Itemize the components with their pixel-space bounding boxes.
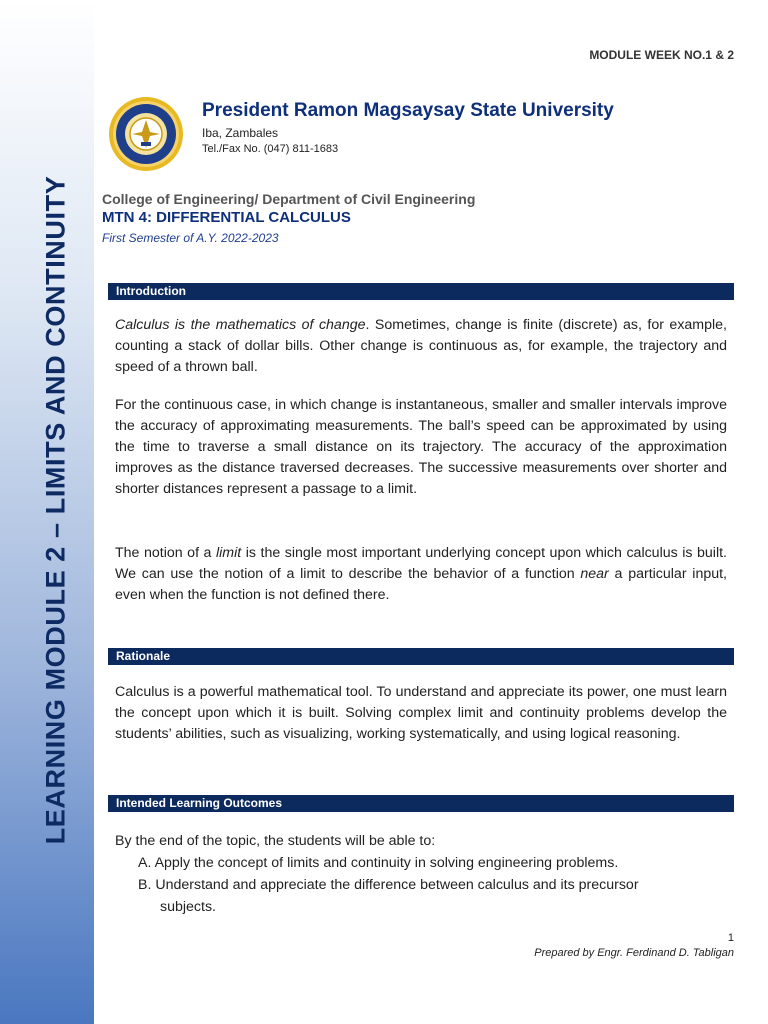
sidebar <box>0 0 94 1024</box>
intro-p3-a: The notion of a <box>115 545 216 561</box>
intro-p3-b: is the single most important underlying concept upon which calculus is built. We can use the notion of a limit to describe the behavior of a function <box>115 545 727 582</box>
intro-p3-limit: limit <box>215 545 242 561</box>
outcome-item-b: B. Understand and appreciate the difference between calculus and its precursor <box>138 877 639 893</box>
module-week-label: MODULE WEEK NO.1 & 2 <box>589 48 734 62</box>
intro-paragraph-1 <box>115 315 727 378</box>
college-label: College of Engineering/ Department of Civil Engineering <box>102 191 476 207</box>
sidebar-title: LEARNING MODULE 2 – LIMITS AND CONTINUITY <box>40 175 71 845</box>
outcomes-intro: By the end of the topic, the students will be able to: <box>115 833 436 849</box>
outcomes-heading: Intended Learning Outcomes <box>108 795 734 812</box>
intro-p1-rest: . Sometimes, change is finite (discrete) as, for example, counting a stack of dollar bills. Other change is continuous as, for example, the trajectory and speed of a thrown ball. <box>115 317 727 375</box>
rationale-paragraph: Calculus is a powerful mathematical tool. To understand and appreciate its power, one must learn the concept upon which it is built. Solving complex limit and continuity problems develop the students’ abilities, such as visualizing, working systematically, and using logical reasoning. <box>115 684 727 742</box>
intro-p3-c: a particular input, even when the function is not defined there. <box>115 566 727 603</box>
page-number: 1 <box>727 932 734 944</box>
prepared-by: Prepared by Engr. Ferdinand D. Tabligan <box>534 947 734 959</box>
intro-paragraph-2: For the continuous case, in which change is instantaneous, smaller and smaller intervals improve the accuracy of approximating measurements. The ball’s speed can be approximated by using the time to traverse a small distance on its trajectory. The accuracy of the approximation improves as the distance traversed decreases. The successive measurements over shorter and shorter distances represent a passage to a limit. <box>115 397 727 497</box>
university-address: Iba, Zambales <box>202 126 279 140</box>
intro-p1-italic: Calculus is the mathematics of change <box>115 317 366 333</box>
semester-label: First Semester of A.Y. 2022-2023 <box>102 231 279 245</box>
university-seal-icon <box>108 96 184 172</box>
intro-p3-near: near <box>580 566 609 582</box>
course-title: MTN 4: DIFFERENTIAL CALCULUS <box>102 209 351 226</box>
intro-paragraph-3 <box>115 543 727 606</box>
university-name: President Ramon Magsaysay State University <box>202 100 614 121</box>
university-telfax: Tel./Fax No. (047) 811-1683 <box>202 143 339 155</box>
outcome-item-a: A. Apply the concept of limits and continuity in solving engineering problems. <box>138 855 619 871</box>
rationale-heading: Rationale <box>108 648 734 665</box>
introduction-heading: Introduction <box>108 283 734 300</box>
outcome-item-b-cont: subjects. <box>160 899 216 915</box>
